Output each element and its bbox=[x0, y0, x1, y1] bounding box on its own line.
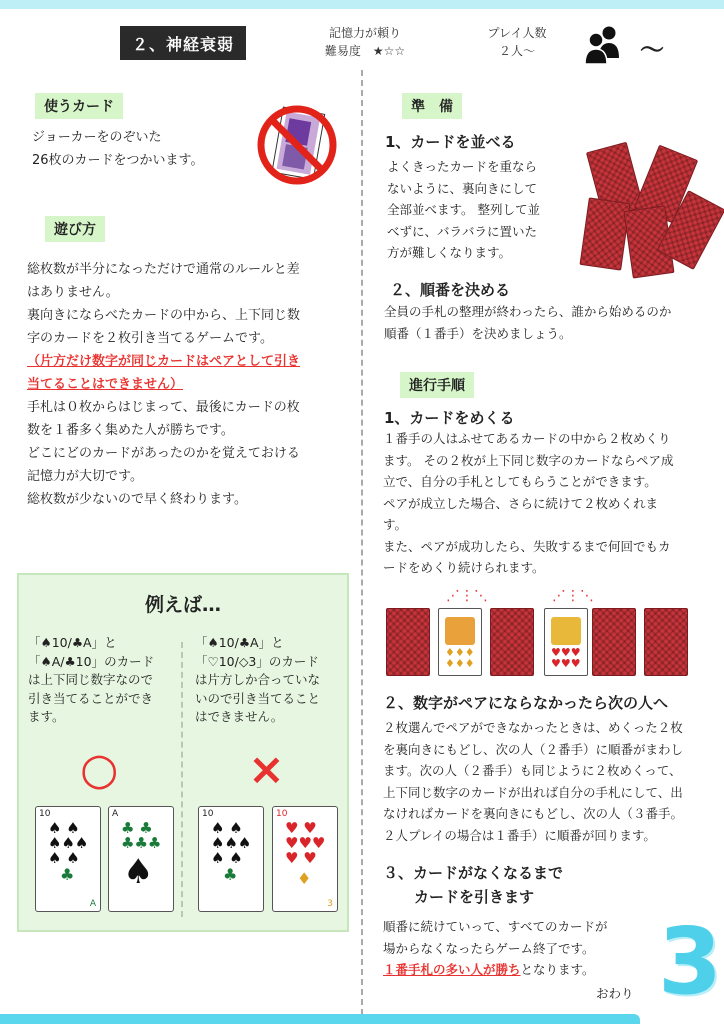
diamond-icon: ♦♦♦ ♦♦♦ bbox=[445, 646, 475, 670]
flow1-line: １番手の人はふせてあるカードの中から２枚めくり bbox=[383, 431, 671, 446]
bottom-bar bbox=[0, 1014, 640, 1024]
flow2-line: ます。次の人（２番手）も同じように２枚めくって、 bbox=[383, 763, 682, 778]
flow-tag: 進行手順 bbox=[400, 372, 474, 398]
card-rank: 3 bbox=[327, 899, 333, 909]
spade-icon: ♠ ♠ ♠♠♠ ♠ ♠ bbox=[48, 819, 89, 867]
card-rank: A bbox=[112, 809, 119, 819]
howto-line: 数を１番多く集めた人が勝ちです。 bbox=[27, 423, 234, 438]
flow2-line: を裏向きにもどし、次の人（２番手）に順番がまわし bbox=[383, 741, 684, 757]
example-card-heart-10-diamond-3 bbox=[272, 806, 338, 912]
flow1-line: ます。 その２枚が上下同じ数字のカードならペア成 bbox=[383, 452, 674, 468]
face-down-card bbox=[592, 608, 636, 676]
winner-rule: １番手札の多い人が勝ち bbox=[383, 962, 521, 977]
club-icon: ♣ bbox=[223, 865, 238, 884]
top-bar bbox=[0, 0, 724, 9]
club-icon: ♣ ♣ ♣♣♣ bbox=[121, 819, 162, 852]
sparkle-icon: ⋰⋮⋱ bbox=[552, 588, 594, 604]
example-card-spade-10-club-a bbox=[35, 806, 101, 912]
flow3-title-2: カードを引きます bbox=[414, 888, 535, 906]
flow2-line: ２枚選んでペアができなかったときは、めくった２枚 bbox=[383, 720, 683, 735]
step1-line: べずに、バラバラに置いた bbox=[387, 223, 538, 239]
flow3-title: ３、カードがなくなるまで bbox=[383, 864, 564, 882]
howto-warning: 当てることはできません） bbox=[27, 377, 184, 392]
example-card-spade-10-club-a-2 bbox=[198, 806, 264, 912]
cards-text-line: 26枚のカードをつかいます。 bbox=[32, 153, 204, 168]
howto-line: 記憶力が大切です。 bbox=[27, 469, 143, 484]
flow1-line: 立で、自分の手札としてもらうことができます。 bbox=[383, 474, 657, 489]
end-text: おわり bbox=[596, 986, 634, 1001]
howto-line: 字のカードを２枚引き当てるゲームです。 bbox=[27, 331, 273, 346]
howto-text bbox=[27, 258, 357, 511]
ng-mark: × bbox=[248, 744, 285, 795]
step2-text bbox=[384, 301, 671, 344]
howto-line: 裏向きにならべたカードの中から、上下同じ数 bbox=[27, 308, 301, 323]
example-ng-line: いので引き当てること bbox=[195, 690, 321, 706]
flow2-text bbox=[383, 717, 683, 846]
face-down-card bbox=[490, 608, 534, 676]
cards-text bbox=[32, 126, 204, 172]
scattered-card-back bbox=[579, 197, 630, 270]
example-ok-line: 「♠A/♣10」のカード bbox=[28, 653, 155, 669]
example-ok-line: 引き当てることができ bbox=[28, 690, 154, 706]
club-icon: ♣ bbox=[60, 865, 75, 884]
flow3-line: 場からなくなったらゲーム終了です。 bbox=[383, 940, 595, 956]
game-meta bbox=[300, 24, 430, 60]
example-ng-line: 「♠10/♣A」と bbox=[195, 635, 284, 650]
example-title: 例えば… bbox=[144, 594, 221, 616]
howto-warning: （片方だけ数字が同じカードはペアとして引き bbox=[27, 354, 301, 369]
face-up-card-queen bbox=[438, 608, 482, 676]
flow1-line: ペアが成立した場合、さらに続けて２枚めくれま bbox=[383, 495, 659, 511]
step1-line: よくきったカードを重なら bbox=[387, 159, 538, 174]
flow3-line: 順番に続けていって、すべてのカードが bbox=[383, 919, 608, 934]
flow2-title: ２、数字がペアにならなかったら次の人へ bbox=[383, 694, 669, 712]
example-ok-line: ます。 bbox=[28, 709, 65, 724]
step1-text bbox=[387, 156, 540, 264]
howto-line: はありません。 bbox=[27, 285, 119, 300]
diamond-icon: ♦ bbox=[297, 869, 312, 888]
example-ng-line: はできません。 bbox=[195, 709, 284, 724]
flow1-line: また、ペアが成功したら、失敗するまで何回でもカ bbox=[383, 538, 671, 554]
difficulty-stars: ★☆☆ bbox=[372, 44, 406, 58]
face-down-card bbox=[644, 608, 688, 676]
card-rank: 10 bbox=[202, 809, 214, 819]
players-meta bbox=[472, 24, 562, 60]
example-ok-text bbox=[28, 634, 154, 727]
spade-icon: ♠ bbox=[123, 852, 154, 892]
cards-tag: 使うカード bbox=[35, 93, 123, 119]
cards-text-line: ジョーカーをのぞいた bbox=[32, 130, 162, 145]
page-number: 3 bbox=[658, 908, 723, 1015]
example-ng-text bbox=[195, 634, 320, 727]
example-ok-line: 「♠10/♣A」と bbox=[28, 635, 117, 650]
howto-line: 手札は０枚からはじまって、最後にカードの枚 bbox=[27, 400, 300, 415]
step2-title: ２、順番を決める bbox=[390, 281, 511, 299]
players-label: プレイ人数 bbox=[487, 26, 547, 40]
no-joker-icon bbox=[252, 100, 342, 190]
heart-icon: ♥ ♥ ♥♥♥ ♥ ♥ bbox=[285, 819, 326, 867]
flow2-line: なければカードを裏向きにもどし、次の人（３番手。 bbox=[383, 806, 684, 821]
prep-tag: 準 備 bbox=[402, 93, 462, 119]
spade-icon: ♠ ♠ ♠♠♠ ♠ ♠ bbox=[211, 819, 252, 867]
howto-line: 総枚数が半分になっただけで通常のルールと差 bbox=[27, 262, 300, 277]
example-ng-line: は片方しか合っていな bbox=[195, 672, 321, 687]
difficulty-label: 難易度 bbox=[324, 44, 361, 58]
card-art bbox=[445, 617, 475, 645]
step2-line: 全員の手札の整理が終わったら、誰から始めるのか bbox=[384, 304, 672, 319]
face-up-card-jack bbox=[544, 608, 588, 676]
card-rank: A bbox=[89, 899, 96, 909]
howto-line: 総枚数が少ないので早く終わります。 bbox=[27, 492, 247, 507]
winner-rule-end: となります。 bbox=[520, 962, 595, 977]
players-tilde: ～ bbox=[640, 36, 664, 64]
step2-line: 順番（１番手）を決めましょう。 bbox=[384, 325, 572, 341]
memory-label: 記憶力が頼り bbox=[328, 26, 401, 40]
step1-line: 方が難しくなります。 bbox=[387, 245, 512, 260]
step1-title: 1、カードを並べる bbox=[385, 133, 516, 151]
flow2-line: ２人プレイの場合は１番手）に順番が回ります。 bbox=[383, 827, 656, 843]
step1-line: ないように、裏向きにして bbox=[387, 180, 538, 196]
heart-icon: ♥♥♥ ♥♥♥ bbox=[551, 646, 581, 670]
card-rank: 10 bbox=[276, 809, 288, 819]
ok-mark: ○ bbox=[80, 744, 119, 795]
sparkle-icon: ⋰⋮⋱ bbox=[446, 588, 488, 604]
example-divider bbox=[181, 642, 183, 917]
column-divider bbox=[361, 70, 363, 1015]
example-ng-line: 「♡10/◇3」のカード bbox=[195, 653, 319, 669]
example-card-spade-a-club-10 bbox=[108, 806, 174, 912]
howto-tag: 遊び方 bbox=[45, 216, 105, 242]
example-ok-line: は上下同じ数字なので bbox=[28, 672, 154, 687]
howto-line: どこにどのカードがあったのかを覚えておける bbox=[27, 446, 300, 461]
flow3-text bbox=[383, 916, 608, 981]
face-down-card bbox=[386, 608, 430, 676]
flow1-line: ードをめくり続けられます。 bbox=[383, 560, 545, 575]
flow1-text bbox=[383, 428, 673, 579]
card-rank: 10 bbox=[39, 809, 51, 819]
step1-line: 全部並べます。 整列して並 bbox=[387, 202, 540, 217]
players-icon bbox=[583, 24, 623, 64]
page-title: ２、神経衰弱 bbox=[120, 26, 246, 60]
flow1-title: 1、カードをめくる bbox=[384, 409, 515, 427]
card-art bbox=[551, 617, 581, 645]
players-value: ２人～ bbox=[498, 44, 535, 58]
flow1-line: す。 bbox=[383, 517, 408, 532]
flow2-line: 上下同じ数字のカードが出れば自分の手札にして、出 bbox=[383, 784, 683, 800]
